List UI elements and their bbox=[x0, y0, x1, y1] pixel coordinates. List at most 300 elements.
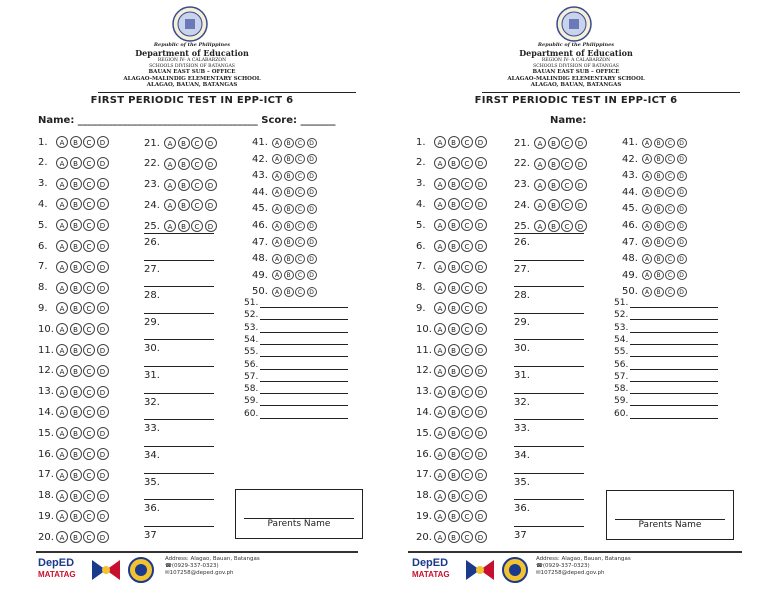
choice-bubble-d[interactable]: D bbox=[307, 254, 317, 264]
choice-bubble-b[interactable]: B bbox=[548, 199, 560, 211]
choice-bubble-d[interactable]: D bbox=[575, 158, 587, 170]
choice-bubble-c[interactable]: C bbox=[191, 179, 203, 191]
choice-bubble-c[interactable]: C bbox=[461, 531, 473, 543]
choice-bubble-a[interactable]: A bbox=[642, 287, 652, 297]
choice-bubble-d[interactable]: D bbox=[475, 323, 487, 335]
choice-bubble-d[interactable]: D bbox=[97, 531, 109, 543]
choice-bubble-d[interactable]: D bbox=[205, 137, 217, 149]
choice-bubble-c[interactable]: C bbox=[665, 154, 675, 164]
choice-bubble-c[interactable]: C bbox=[461, 469, 473, 481]
choice-bubble-d[interactable]: D bbox=[97, 323, 109, 335]
choice-bubble-d[interactable]: D bbox=[97, 448, 109, 460]
answer-line[interactable] bbox=[514, 419, 584, 420]
choice-bubble-c[interactable]: C bbox=[461, 344, 473, 356]
choice-bubble-d[interactable]: D bbox=[677, 287, 687, 297]
fill-blank-line[interactable] bbox=[630, 347, 718, 357]
choice-bubble-b[interactable]: B bbox=[654, 254, 664, 264]
fill-blank-line[interactable] bbox=[630, 372, 718, 382]
choice-bubble-c[interactable]: C bbox=[295, 171, 305, 181]
answer-line[interactable] bbox=[514, 339, 584, 340]
choice-bubble-b[interactable]: B bbox=[284, 138, 294, 148]
choice-bubble-c[interactable]: C bbox=[295, 154, 305, 164]
choice-bubble-a[interactable]: A bbox=[434, 282, 446, 294]
choice-bubble-a[interactable]: A bbox=[56, 344, 68, 356]
choice-bubble-b[interactable]: B bbox=[448, 261, 460, 273]
choice-bubble-d[interactable]: D bbox=[575, 137, 587, 149]
choice-bubble-a[interactable]: A bbox=[272, 187, 282, 197]
choice-bubble-b[interactable]: B bbox=[70, 240, 82, 252]
choice-bubble-d[interactable]: D bbox=[307, 138, 317, 148]
choice-bubble-a[interactable]: A bbox=[434, 427, 446, 439]
fill-blank-line[interactable] bbox=[630, 360, 718, 370]
choice-bubble-b[interactable]: B bbox=[654, 171, 664, 181]
choice-bubble-b[interactable]: B bbox=[448, 157, 460, 169]
choice-bubble-a[interactable]: A bbox=[164, 199, 176, 211]
choice-bubble-a[interactable]: A bbox=[272, 221, 282, 231]
choice-bubble-b[interactable]: B bbox=[284, 287, 294, 297]
choice-bubble-b[interactable]: B bbox=[448, 469, 460, 481]
choice-bubble-a[interactable]: A bbox=[434, 178, 446, 190]
choice-bubble-d[interactable]: D bbox=[677, 187, 687, 197]
choice-bubble-a[interactable]: A bbox=[56, 198, 68, 210]
choice-bubble-b[interactable]: B bbox=[70, 219, 82, 231]
choice-bubble-d[interactable]: D bbox=[475, 427, 487, 439]
choice-bubble-d[interactable]: D bbox=[97, 406, 109, 418]
choice-bubble-a[interactable]: A bbox=[164, 220, 176, 232]
choice-bubble-b[interactable]: B bbox=[284, 254, 294, 264]
choice-bubble-d[interactable]: D bbox=[97, 282, 109, 294]
fill-blank-line[interactable] bbox=[630, 335, 718, 345]
choice-bubble-a[interactable]: A bbox=[272, 154, 282, 164]
choice-bubble-a[interactable]: A bbox=[272, 254, 282, 264]
choice-bubble-b[interactable]: B bbox=[70, 198, 82, 210]
choice-bubble-c[interactable]: C bbox=[191, 199, 203, 211]
choice-bubble-c[interactable]: C bbox=[665, 221, 675, 231]
choice-bubble-d[interactable]: D bbox=[475, 510, 487, 522]
choice-bubble-a[interactable]: A bbox=[434, 469, 446, 481]
answer-line[interactable] bbox=[144, 313, 214, 314]
choice-bubble-b[interactable]: B bbox=[70, 302, 82, 314]
choice-bubble-b[interactable]: B bbox=[70, 178, 82, 190]
choice-bubble-a[interactable]: A bbox=[642, 154, 652, 164]
choice-bubble-c[interactable]: C bbox=[295, 287, 305, 297]
choice-bubble-d[interactable]: D bbox=[97, 178, 109, 190]
choice-bubble-b[interactable]: B bbox=[654, 287, 664, 297]
choice-bubble-c[interactable]: C bbox=[83, 240, 95, 252]
choice-bubble-a[interactable]: A bbox=[434, 531, 446, 543]
choice-bubble-c[interactable]: C bbox=[83, 261, 95, 273]
choice-bubble-d[interactable]: D bbox=[307, 221, 317, 231]
choice-bubble-d[interactable]: D bbox=[475, 261, 487, 273]
choice-bubble-b[interactable]: B bbox=[448, 365, 460, 377]
choice-bubble-c[interactable]: C bbox=[461, 510, 473, 522]
answer-line[interactable] bbox=[144, 419, 214, 420]
choice-bubble-a[interactable]: A bbox=[56, 490, 68, 502]
choice-bubble-a[interactable]: A bbox=[56, 178, 68, 190]
choice-bubble-d[interactable]: D bbox=[575, 220, 587, 232]
choice-bubble-b[interactable]: B bbox=[70, 261, 82, 273]
choice-bubble-a[interactable]: A bbox=[164, 179, 176, 191]
choice-bubble-c[interactable]: C bbox=[83, 469, 95, 481]
choice-bubble-b[interactable]: B bbox=[70, 406, 82, 418]
choice-bubble-b[interactable]: B bbox=[178, 199, 190, 211]
answer-line[interactable] bbox=[144, 499, 214, 500]
choice-bubble-b[interactable]: B bbox=[70, 323, 82, 335]
choice-bubble-a[interactable]: A bbox=[642, 254, 652, 264]
answer-line[interactable] bbox=[514, 499, 584, 500]
choice-bubble-b[interactable]: B bbox=[448, 490, 460, 502]
answer-line[interactable] bbox=[144, 339, 214, 340]
choice-bubble-b[interactable]: B bbox=[284, 171, 294, 181]
choice-bubble-d[interactable]: D bbox=[475, 219, 487, 231]
fill-blank-line[interactable] bbox=[260, 298, 348, 308]
choice-bubble-a[interactable]: A bbox=[272, 270, 282, 280]
fill-blank-line[interactable] bbox=[630, 323, 718, 333]
choice-bubble-d[interactable]: D bbox=[97, 136, 109, 148]
choice-bubble-a[interactable]: A bbox=[434, 406, 446, 418]
choice-bubble-a[interactable]: A bbox=[56, 240, 68, 252]
choice-bubble-c[interactable]: C bbox=[665, 187, 675, 197]
choice-bubble-d[interactable]: D bbox=[307, 204, 317, 214]
choice-bubble-c[interactable]: C bbox=[665, 270, 675, 280]
choice-bubble-b[interactable]: B bbox=[70, 531, 82, 543]
choice-bubble-b[interactable]: B bbox=[448, 510, 460, 522]
choice-bubble-d[interactable]: D bbox=[475, 302, 487, 314]
choice-bubble-c[interactable]: C bbox=[295, 138, 305, 148]
choice-bubble-d[interactable]: D bbox=[97, 490, 109, 502]
choice-bubble-d[interactable]: D bbox=[475, 531, 487, 543]
choice-bubble-c[interactable]: C bbox=[461, 386, 473, 398]
choice-bubble-c[interactable]: C bbox=[295, 221, 305, 231]
choice-bubble-d[interactable]: D bbox=[97, 344, 109, 356]
choice-bubble-c[interactable]: C bbox=[461, 240, 473, 252]
choice-bubble-b[interactable]: B bbox=[284, 154, 294, 164]
choice-bubble-c[interactable]: C bbox=[83, 282, 95, 294]
fill-blank-line[interactable] bbox=[630, 409, 718, 419]
choice-bubble-b[interactable]: B bbox=[448, 219, 460, 231]
choice-bubble-c[interactable]: C bbox=[461, 323, 473, 335]
choice-bubble-b[interactable]: B bbox=[70, 490, 82, 502]
choice-bubble-d[interactable]: D bbox=[575, 199, 587, 211]
choice-bubble-a[interactable]: A bbox=[56, 136, 68, 148]
choice-bubble-c[interactable]: C bbox=[665, 287, 675, 297]
choice-bubble-d[interactable]: D bbox=[475, 178, 487, 190]
choice-bubble-b[interactable]: B bbox=[70, 136, 82, 148]
choice-bubble-a[interactable]: A bbox=[534, 199, 546, 211]
choice-bubble-d[interactable]: D bbox=[475, 448, 487, 460]
fill-blank-line[interactable] bbox=[260, 409, 348, 419]
choice-bubble-a[interactable]: A bbox=[272, 237, 282, 247]
fill-blank-line[interactable] bbox=[260, 323, 348, 333]
fill-blank-line[interactable] bbox=[630, 384, 718, 394]
choice-bubble-c[interactable]: C bbox=[83, 427, 95, 439]
choice-bubble-b[interactable]: B bbox=[284, 221, 294, 231]
choice-bubble-b[interactable]: B bbox=[70, 157, 82, 169]
choice-bubble-d[interactable]: D bbox=[205, 158, 217, 170]
choice-bubble-a[interactable]: A bbox=[56, 157, 68, 169]
choice-bubble-a[interactable]: A bbox=[272, 171, 282, 181]
choice-bubble-c[interactable]: C bbox=[665, 237, 675, 247]
choice-bubble-c[interactable]: C bbox=[461, 198, 473, 210]
choice-bubble-c[interactable]: C bbox=[191, 137, 203, 149]
answer-line[interactable] bbox=[514, 260, 584, 261]
choice-bubble-d[interactable]: D bbox=[97, 510, 109, 522]
choice-bubble-c[interactable]: C bbox=[665, 171, 675, 181]
choice-bubble-b[interactable]: B bbox=[284, 237, 294, 247]
choice-bubble-d[interactable]: D bbox=[475, 386, 487, 398]
choice-bubble-a[interactable]: A bbox=[164, 137, 176, 149]
choice-bubble-a[interactable]: A bbox=[642, 237, 652, 247]
choice-bubble-b[interactable]: B bbox=[448, 136, 460, 148]
choice-bubble-c[interactable]: C bbox=[83, 386, 95, 398]
choice-bubble-c[interactable]: C bbox=[83, 406, 95, 418]
choice-bubble-c[interactable]: C bbox=[561, 220, 573, 232]
choice-bubble-a[interactable]: A bbox=[56, 302, 68, 314]
choice-bubble-b[interactable]: B bbox=[70, 386, 82, 398]
choice-bubble-a[interactable]: A bbox=[534, 158, 546, 170]
choice-bubble-b[interactable]: B bbox=[448, 427, 460, 439]
choice-bubble-a[interactable]: A bbox=[434, 510, 446, 522]
answer-line[interactable] bbox=[144, 473, 214, 474]
choice-bubble-a[interactable]: A bbox=[56, 323, 68, 335]
choice-bubble-c[interactable]: C bbox=[461, 219, 473, 231]
choice-bubble-d[interactable]: D bbox=[97, 240, 109, 252]
choice-bubble-c[interactable]: C bbox=[561, 179, 573, 191]
choice-bubble-b[interactable]: B bbox=[548, 158, 560, 170]
choice-bubble-c[interactable]: C bbox=[561, 158, 573, 170]
fill-blank-line[interactable] bbox=[260, 310, 348, 320]
choice-bubble-c[interactable]: C bbox=[191, 158, 203, 170]
answer-line[interactable] bbox=[514, 286, 584, 287]
choice-bubble-a[interactable]: A bbox=[642, 221, 652, 231]
choice-bubble-c[interactable]: C bbox=[461, 157, 473, 169]
answer-line[interactable] bbox=[144, 446, 214, 447]
choice-bubble-b[interactable]: B bbox=[70, 469, 82, 481]
choice-bubble-d[interactable]: D bbox=[475, 157, 487, 169]
fill-blank-line[interactable] bbox=[630, 298, 718, 308]
choice-bubble-b[interactable]: B bbox=[178, 179, 190, 191]
choice-bubble-d[interactable]: D bbox=[677, 270, 687, 280]
choice-bubble-a[interactable]: A bbox=[56, 531, 68, 543]
answer-line[interactable] bbox=[144, 393, 214, 394]
choice-bubble-a[interactable]: A bbox=[434, 240, 446, 252]
choice-bubble-d[interactable]: D bbox=[475, 240, 487, 252]
fill-blank-line[interactable] bbox=[260, 396, 348, 406]
choice-bubble-c[interactable]: C bbox=[665, 138, 675, 148]
choice-bubble-b[interactable]: B bbox=[70, 448, 82, 460]
choice-bubble-a[interactable]: A bbox=[56, 406, 68, 418]
choice-bubble-d[interactable]: D bbox=[205, 220, 217, 232]
choice-bubble-a[interactable]: A bbox=[434, 386, 446, 398]
choice-bubble-c[interactable]: C bbox=[665, 254, 675, 264]
choice-bubble-c[interactable]: C bbox=[461, 406, 473, 418]
choice-bubble-c[interactable]: C bbox=[83, 344, 95, 356]
choice-bubble-c[interactable]: C bbox=[461, 282, 473, 294]
choice-bubble-d[interactable]: D bbox=[677, 254, 687, 264]
choice-bubble-b[interactable]: B bbox=[284, 187, 294, 197]
choice-bubble-b[interactable]: B bbox=[70, 427, 82, 439]
answer-line[interactable] bbox=[514, 366, 584, 367]
choice-bubble-b[interactable]: B bbox=[654, 138, 664, 148]
choice-bubble-c[interactable]: C bbox=[461, 178, 473, 190]
choice-bubble-a[interactable]: A bbox=[434, 219, 446, 231]
choice-bubble-a[interactable]: A bbox=[56, 219, 68, 231]
choice-bubble-b[interactable]: B bbox=[284, 270, 294, 280]
choice-bubble-d[interactable]: D bbox=[307, 270, 317, 280]
choice-bubble-d[interactable]: D bbox=[677, 204, 687, 214]
choice-bubble-c[interactable]: C bbox=[83, 448, 95, 460]
choice-bubble-c[interactable]: C bbox=[461, 490, 473, 502]
choice-bubble-c[interactable]: C bbox=[83, 490, 95, 502]
choice-bubble-a[interactable]: A bbox=[534, 137, 546, 149]
choice-bubble-b[interactable]: B bbox=[70, 282, 82, 294]
choice-bubble-c[interactable]: C bbox=[295, 254, 305, 264]
choice-bubble-a[interactable]: A bbox=[56, 448, 68, 460]
choice-bubble-d[interactable]: D bbox=[677, 154, 687, 164]
choice-bubble-a[interactable]: A bbox=[534, 220, 546, 232]
choice-bubble-b[interactable]: B bbox=[448, 531, 460, 543]
choice-bubble-d[interactable]: D bbox=[475, 282, 487, 294]
fill-blank-line[interactable] bbox=[260, 384, 348, 394]
choice-bubble-a[interactable]: A bbox=[56, 282, 68, 294]
choice-bubble-d[interactable]: D bbox=[97, 427, 109, 439]
choice-bubble-d[interactable]: D bbox=[475, 136, 487, 148]
choice-bubble-c[interactable]: C bbox=[83, 178, 95, 190]
answer-line[interactable] bbox=[514, 473, 584, 474]
choice-bubble-a[interactable]: A bbox=[642, 204, 652, 214]
choice-bubble-a[interactable]: A bbox=[434, 136, 446, 148]
choice-bubble-a[interactable]: A bbox=[56, 469, 68, 481]
choice-bubble-c[interactable]: C bbox=[461, 302, 473, 314]
fill-blank-line[interactable] bbox=[260, 347, 348, 357]
choice-bubble-b[interactable]: B bbox=[654, 237, 664, 247]
choice-bubble-a[interactable]: A bbox=[164, 158, 176, 170]
choice-bubble-a[interactable]: A bbox=[272, 287, 282, 297]
choice-bubble-a[interactable]: A bbox=[534, 179, 546, 191]
fill-blank-line[interactable] bbox=[630, 396, 718, 406]
choice-bubble-c[interactable]: C bbox=[83, 510, 95, 522]
answer-line[interactable] bbox=[514, 233, 584, 234]
choice-bubble-c[interactable]: C bbox=[295, 204, 305, 214]
choice-bubble-d[interactable]: D bbox=[97, 365, 109, 377]
choice-bubble-c[interactable]: C bbox=[295, 270, 305, 280]
choice-bubble-c[interactable]: C bbox=[191, 220, 203, 232]
choice-bubble-b[interactable]: B bbox=[448, 344, 460, 356]
choice-bubble-b[interactable]: B bbox=[284, 204, 294, 214]
choice-bubble-b[interactable]: B bbox=[448, 302, 460, 314]
choice-bubble-c[interactable]: C bbox=[461, 136, 473, 148]
answer-line[interactable] bbox=[144, 286, 214, 287]
choice-bubble-b[interactable]: B bbox=[654, 187, 664, 197]
choice-bubble-a[interactable]: A bbox=[56, 510, 68, 522]
answer-line[interactable] bbox=[514, 393, 584, 394]
choice-bubble-d[interactable]: D bbox=[97, 157, 109, 169]
choice-bubble-d[interactable]: D bbox=[475, 365, 487, 377]
choice-bubble-d[interactable]: D bbox=[677, 237, 687, 247]
choice-bubble-b[interactable]: B bbox=[70, 365, 82, 377]
choice-bubble-a[interactable]: A bbox=[272, 138, 282, 148]
choice-bubble-a[interactable]: A bbox=[434, 323, 446, 335]
choice-bubble-b[interactable]: B bbox=[654, 270, 664, 280]
choice-bubble-c[interactable]: C bbox=[83, 531, 95, 543]
choice-bubble-b[interactable]: B bbox=[70, 510, 82, 522]
choice-bubble-d[interactable]: D bbox=[475, 406, 487, 418]
choice-bubble-b[interactable]: B bbox=[654, 204, 664, 214]
choice-bubble-a[interactable]: A bbox=[434, 344, 446, 356]
answer-line[interactable] bbox=[144, 366, 214, 367]
choice-bubble-d[interactable]: D bbox=[677, 171, 687, 181]
choice-bubble-c[interactable]: C bbox=[461, 427, 473, 439]
choice-bubble-d[interactable]: D bbox=[307, 187, 317, 197]
choice-bubble-c[interactable]: C bbox=[295, 187, 305, 197]
choice-bubble-b[interactable]: B bbox=[448, 406, 460, 418]
choice-bubble-c[interactable]: C bbox=[461, 365, 473, 377]
choice-bubble-d[interactable]: D bbox=[307, 154, 317, 164]
choice-bubble-c[interactable]: C bbox=[83, 157, 95, 169]
fill-blank-line[interactable] bbox=[260, 372, 348, 382]
choice-bubble-d[interactable]: D bbox=[307, 171, 317, 181]
choice-bubble-b[interactable]: B bbox=[178, 220, 190, 232]
answer-line[interactable] bbox=[144, 526, 214, 527]
choice-bubble-c[interactable]: C bbox=[83, 219, 95, 231]
choice-bubble-a[interactable]: A bbox=[272, 204, 282, 214]
choice-bubble-d[interactable]: D bbox=[205, 199, 217, 211]
choice-bubble-a[interactable]: A bbox=[56, 386, 68, 398]
fill-blank-line[interactable] bbox=[630, 310, 718, 320]
answer-line[interactable] bbox=[514, 446, 584, 447]
choice-bubble-a[interactable]: A bbox=[56, 365, 68, 377]
choice-bubble-d[interactable]: D bbox=[677, 138, 687, 148]
choice-bubble-a[interactable]: A bbox=[434, 261, 446, 273]
choice-bubble-d[interactable]: D bbox=[575, 179, 587, 191]
choice-bubble-d[interactable]: D bbox=[97, 219, 109, 231]
choice-bubble-a[interactable]: A bbox=[642, 138, 652, 148]
choice-bubble-b[interactable]: B bbox=[448, 323, 460, 335]
choice-bubble-a[interactable]: A bbox=[56, 261, 68, 273]
choice-bubble-c[interactable]: C bbox=[83, 136, 95, 148]
choice-bubble-d[interactable]: D bbox=[475, 469, 487, 481]
choice-bubble-c[interactable]: C bbox=[561, 199, 573, 211]
choice-bubble-d[interactable]: D bbox=[97, 198, 109, 210]
answer-line[interactable] bbox=[144, 260, 214, 261]
answer-line[interactable] bbox=[514, 313, 584, 314]
answer-line[interactable] bbox=[514, 526, 584, 527]
fill-blank-line[interactable] bbox=[260, 360, 348, 370]
choice-bubble-c[interactable]: C bbox=[83, 302, 95, 314]
choice-bubble-d[interactable]: D bbox=[475, 490, 487, 502]
choice-bubble-b[interactable]: B bbox=[548, 137, 560, 149]
choice-bubble-a[interactable]: A bbox=[434, 302, 446, 314]
choice-bubble-a[interactable]: A bbox=[642, 171, 652, 181]
choice-bubble-d[interactable]: D bbox=[97, 261, 109, 273]
choice-bubble-b[interactable]: B bbox=[548, 220, 560, 232]
choice-bubble-b[interactable]: B bbox=[178, 137, 190, 149]
choice-bubble-a[interactable]: A bbox=[642, 187, 652, 197]
choice-bubble-b[interactable]: B bbox=[178, 158, 190, 170]
choice-bubble-c[interactable]: C bbox=[561, 137, 573, 149]
answer-line[interactable] bbox=[144, 233, 214, 234]
choice-bubble-a[interactable]: A bbox=[642, 270, 652, 280]
choice-bubble-b[interactable]: B bbox=[448, 178, 460, 190]
choice-bubble-d[interactable]: D bbox=[97, 469, 109, 481]
choice-bubble-d[interactable]: D bbox=[97, 386, 109, 398]
choice-bubble-c[interactable]: C bbox=[83, 323, 95, 335]
choice-bubble-b[interactable]: B bbox=[448, 282, 460, 294]
choice-bubble-b[interactable]: B bbox=[448, 448, 460, 460]
choice-bubble-a[interactable]: A bbox=[56, 427, 68, 439]
choice-bubble-d[interactable]: D bbox=[97, 302, 109, 314]
choice-bubble-d[interactable]: D bbox=[307, 287, 317, 297]
